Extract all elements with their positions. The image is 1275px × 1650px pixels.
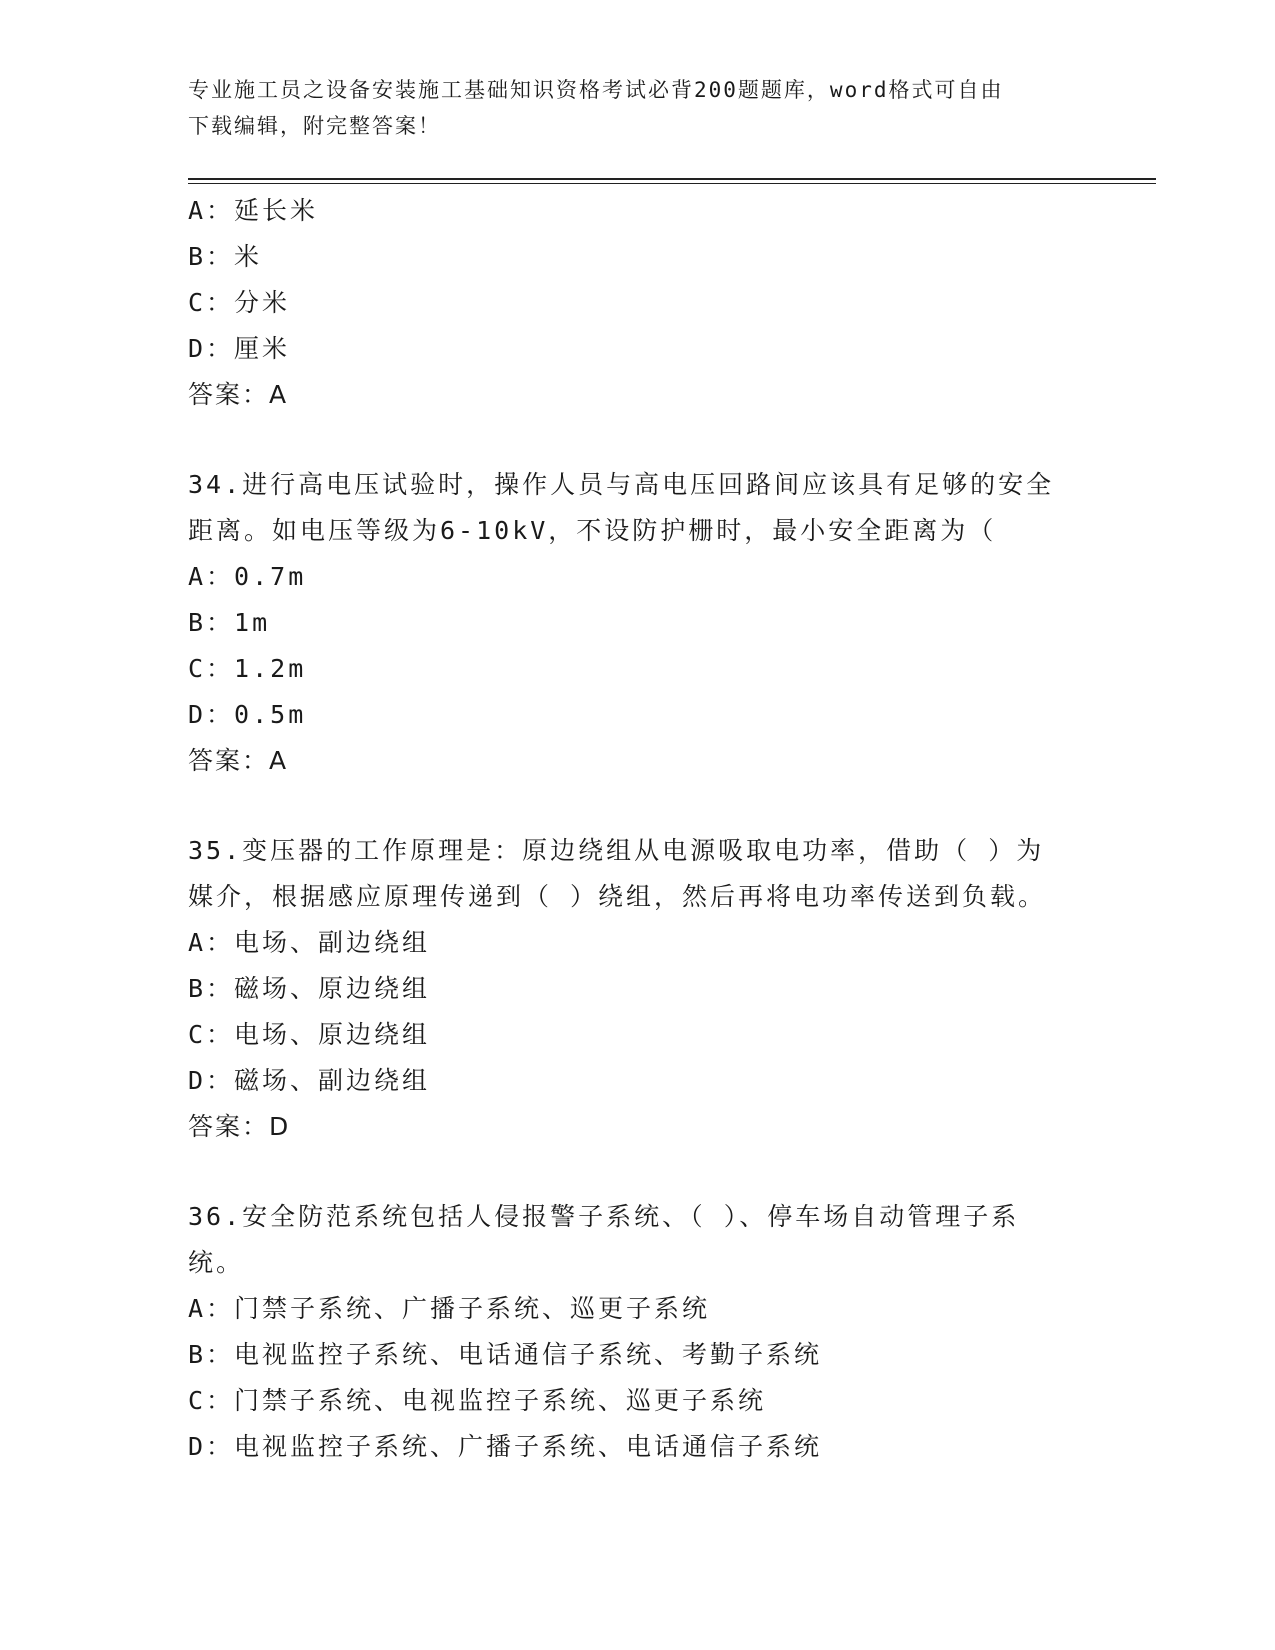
- option-c: C：分米: [188, 288, 291, 317]
- option-a: A：门禁子系统、广播子系统、巡更子系统: [188, 1294, 711, 1323]
- option-b: B：米: [188, 242, 263, 271]
- answer-line: 答案：A: [188, 746, 289, 775]
- option-c: C：1.2m: [188, 654, 307, 683]
- question-spacer: [188, 418, 1088, 462]
- question-spacer: [188, 1150, 1088, 1194]
- question-stem-line-2: 距离。如电压等级为6-10kV，不设防护栅时，最小安全距离为（: [188, 516, 997, 545]
- question-33: [188, 188, 1088, 418]
- answer-line: 答案：A: [188, 380, 289, 409]
- option-d: D：0.5m: [188, 700, 307, 729]
- option-b: B：电视监控子系统、电话通信子系统、考勤子系统: [188, 1340, 823, 1369]
- option-d: D：磁场、副边绕组: [188, 1066, 431, 1095]
- question-36: [188, 1194, 1088, 1470]
- question-spacer: [188, 784, 1088, 828]
- option-c: C：门禁子系统、电视监控子系统、巡更子系统: [188, 1386, 767, 1415]
- option-b: B：磁场、原边绕组: [188, 974, 431, 1003]
- option-d: D：电视监控子系统、广播子系统、电话通信子系统: [188, 1432, 823, 1461]
- question-34: [188, 462, 1088, 784]
- option-b: B：1m: [188, 608, 271, 637]
- option-c: C：电场、原边绕组: [188, 1020, 431, 1049]
- option-a: A：延长米: [188, 196, 319, 225]
- header-title-line-1: 专业施工员之设备安装施工基础知识资格考试必背200题题库，word格式可自由: [188, 78, 1004, 102]
- header-divider-thick: [188, 178, 1156, 180]
- header-title-line-2: 下载编辑，附完整答案！: [188, 114, 441, 138]
- question-stem-line-1: 35.变压器的工作原理是：原边绕组从电源吸取电功率，借助（ ）为: [188, 836, 1045, 865]
- question-list: [188, 188, 1088, 1470]
- answer-line: 答案：D: [188, 1112, 291, 1141]
- option-a: A：电场、副边绕组: [188, 928, 431, 957]
- option-a: A：0.7m: [188, 562, 307, 591]
- question-stem-line-1: 34.进行高电压试验时，操作人员与高电压回路间应该具有足够的安全: [188, 470, 1055, 499]
- question-35: [188, 828, 1088, 1150]
- question-stem-line-1: 36.安全防范系统包括人侵报警子系统、（ ）、停车场自动管理子系: [188, 1202, 1020, 1231]
- question-stem-line-2: 统。: [188, 1248, 245, 1277]
- header-divider-thin: [188, 183, 1156, 184]
- document-header: [188, 72, 1088, 144]
- option-d: D：厘米: [188, 334, 291, 363]
- question-stem-line-2: 媒介，根据感应原理传递到（ ）绕组，然后再将电功率传送到负载。: [188, 882, 1047, 911]
